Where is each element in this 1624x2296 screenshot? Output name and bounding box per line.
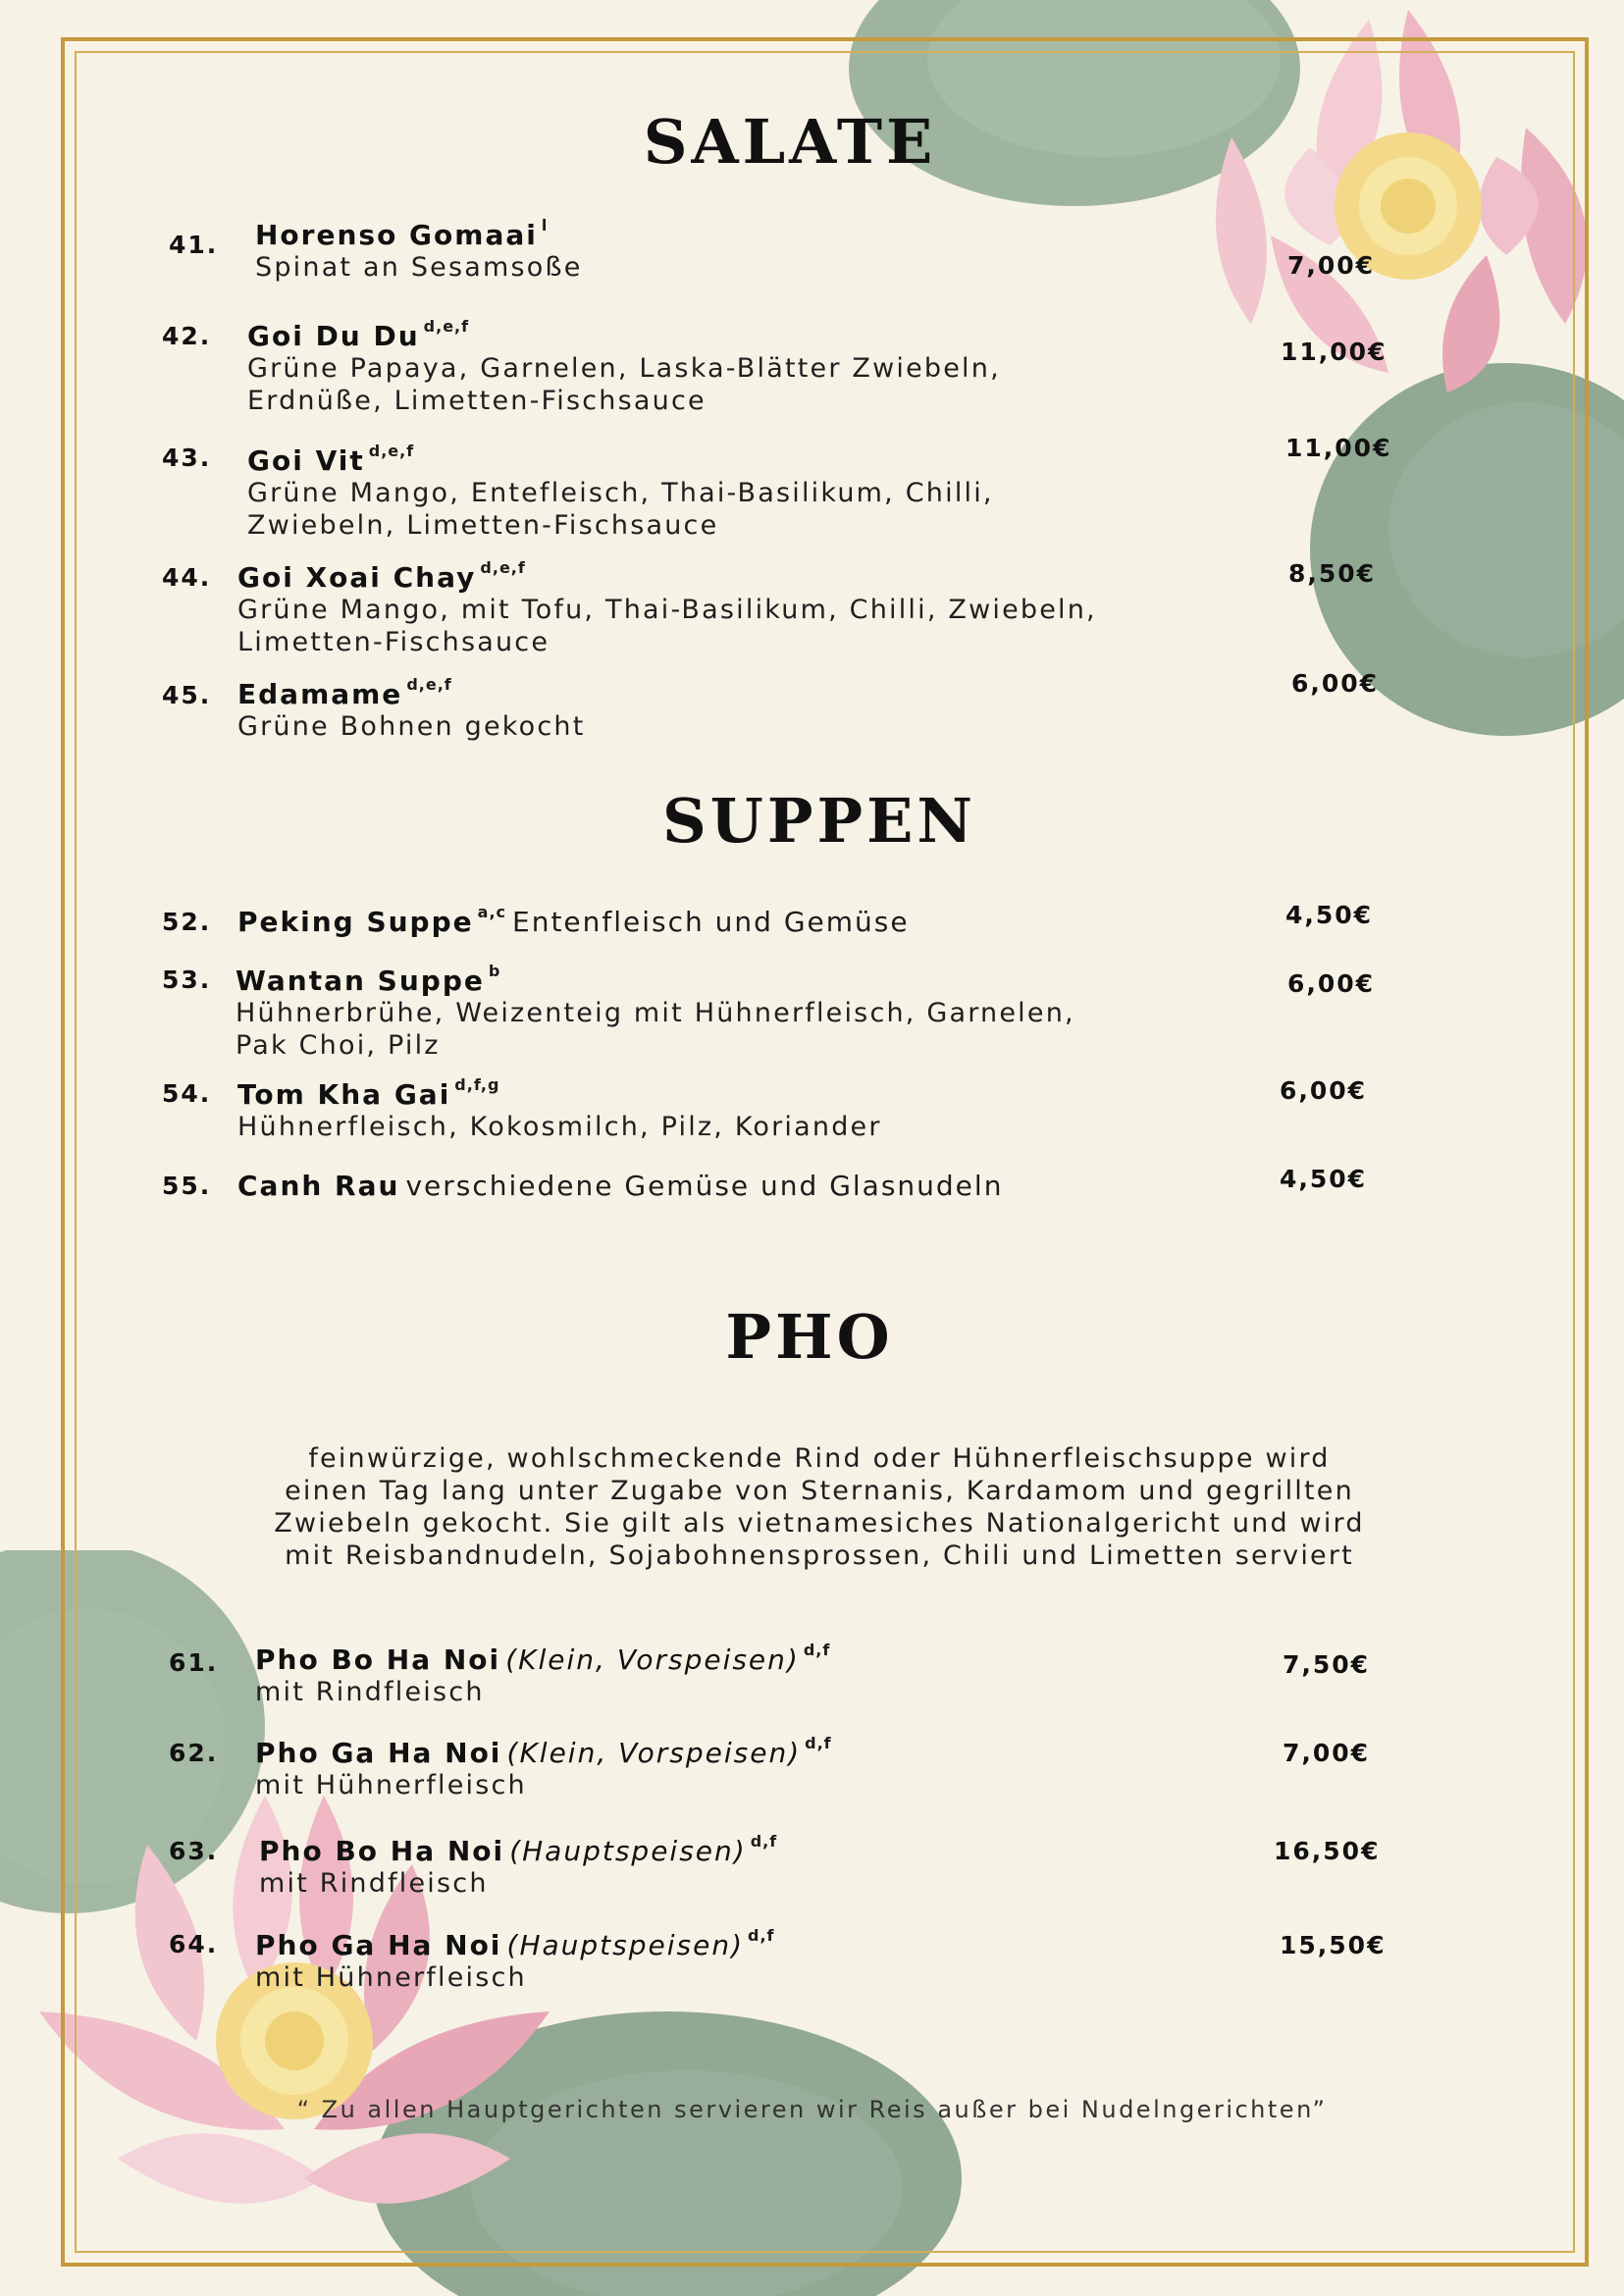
item-description: mit Rindfleisch [259, 1868, 489, 1899]
allergen-codes: d,e,f [480, 558, 526, 577]
item-name: Pho Ga Ha Noi [255, 1929, 502, 1961]
item-number: 54. [162, 1079, 212, 1108]
item-description: Grüne Mango, mit Tofu, Thai-Basilikum, Chilli, Zwiebeln, [237, 595, 1097, 625]
allergen-codes: a,c [477, 903, 506, 921]
item-description: Grüne Mango, Entefleisch, Thai-Basilikum, Chilli, [247, 478, 994, 508]
section-title-salate: SALATE [643, 106, 937, 178]
item-name: Goi Vit [247, 444, 365, 477]
section-title-pho: PHO [725, 1301, 894, 1373]
allergen-codes: d,e,f [368, 442, 415, 460]
item-price: 6,00€ [1291, 669, 1380, 698]
item-note: (Klein, Vorspeisen) [506, 1737, 802, 1769]
item-number: 62. [169, 1739, 219, 1767]
intro-line: Zwiebeln gekocht. Sie gilt als vietnamesiches Nationalgericht und wird [274, 1508, 1365, 1539]
item-note: (Hauptspeisen) [506, 1929, 745, 1961]
item-name: Pho Bo Ha Noi [255, 1644, 501, 1676]
item-name: Goi Xoai Chay [237, 561, 477, 594]
intro-line: feinwürzige, wohlschmeckende Rind oder Hühnerfleischsuppe wird [308, 1443, 1331, 1474]
item-note: (Hauptspeisen) [509, 1835, 747, 1867]
item-name: Goi Du Du [247, 320, 420, 352]
item-number: 43. [162, 444, 212, 472]
item-price: 11,00€ [1281, 338, 1388, 366]
item-name: Tom Kha Gai [237, 1078, 451, 1111]
item-description: mit Hühnerfleisch [255, 1962, 527, 1993]
allergen-codes: d,f [805, 1734, 832, 1752]
item-description: Grüne Bohnen gekocht [237, 711, 586, 742]
intro-line: mit Reisbandnudeln, Sojabohnensprossen, Chili und Limetten serviert [285, 1540, 1354, 1571]
allergen-codes: d,f [750, 1832, 778, 1851]
item-number: 45. [162, 681, 212, 709]
item-name: Pho Ga Ha Noi [255, 1737, 502, 1769]
item-price: 6,00€ [1287, 969, 1376, 998]
allergen-codes: d,e,f [406, 675, 452, 694]
footer-note: “ Zu allen Hauptgerichten servieren wir Reis außer bei Nudelngerichten” [296, 2096, 1328, 2123]
item-description: verschiedene Gemüse und Glasnudeln [405, 1170, 1004, 1202]
item-description: Grüne Papaya, Garnelen, Laska-Blätter Zwiebeln, [247, 353, 1001, 384]
section-title-suppen: SUPPEN [661, 785, 976, 857]
item-description: Entenfleisch und Gemüse [512, 906, 910, 938]
item-description: Zwiebeln, Limetten-Fischsauce [247, 510, 719, 541]
item-name: Canh Rau [237, 1170, 400, 1202]
item-description: Erdnüße, Limetten-Fischsauce [247, 386, 707, 416]
item-description: Hühnerbrühe, Weizenteig mit Hühnerfleisch, Garnelen, [236, 998, 1075, 1028]
item-name: Peking Suppe [237, 906, 474, 938]
item-price: 16,50€ [1274, 1837, 1381, 1865]
allergen-codes: d,e,f [423, 317, 470, 336]
allergen-codes: d,f [748, 1926, 775, 1945]
allergen-codes: l [541, 216, 549, 235]
item-description: mit Hühnerfleisch [255, 1770, 527, 1800]
intro-line: einen Tag lang unter Zugabe von Sternanis, Kardamom und gegrillten [285, 1476, 1354, 1506]
pho-description [236, 1442, 1403, 1572]
item-price: 4,50€ [1285, 901, 1374, 929]
allergen-codes: d,f [803, 1641, 831, 1659]
item-description: Pak Choi, Pilz [236, 1030, 441, 1061]
item-price: 7,00€ [1283, 1739, 1371, 1767]
item-number: 53. [162, 965, 212, 994]
item-description: Hühnerfleisch, Kokosmilch, Pilz, Koriander [237, 1112, 882, 1142]
item-number: 63. [169, 1837, 219, 1865]
item-number: 42. [162, 322, 212, 350]
item-number: 55. [162, 1172, 212, 1200]
item-number: 52. [162, 908, 212, 936]
item-description: Spinat an Sesamsoße [255, 252, 583, 283]
item-price: 7,50€ [1283, 1650, 1371, 1679]
item-description: Limetten-Fischsauce [237, 627, 550, 657]
item-description: mit Rindfleisch [255, 1677, 485, 1707]
allergen-codes: b [488, 962, 501, 980]
item-name: Pho Bo Ha Noi [259, 1835, 505, 1867]
item-number: 61. [169, 1648, 219, 1677]
item-price: 4,50€ [1280, 1165, 1368, 1193]
item-name: Wantan Suppe [236, 965, 485, 997]
item-price: 8,50€ [1288, 559, 1377, 588]
item-number: 44. [162, 563, 212, 592]
item-number: 64. [169, 1930, 219, 1958]
item-name: Edamame [237, 678, 403, 710]
item-price: 11,00€ [1285, 434, 1392, 462]
item-note: (Klein, Vorspeisen) [505, 1644, 800, 1676]
item-name: Horenso Gomaai [255, 219, 538, 251]
item-price: 7,00€ [1287, 251, 1376, 280]
item-price: 6,00€ [1280, 1076, 1368, 1105]
item-price: 15,50€ [1280, 1931, 1387, 1959]
allergen-codes: d,f,g [454, 1075, 500, 1094]
item-number: 41. [169, 231, 219, 259]
